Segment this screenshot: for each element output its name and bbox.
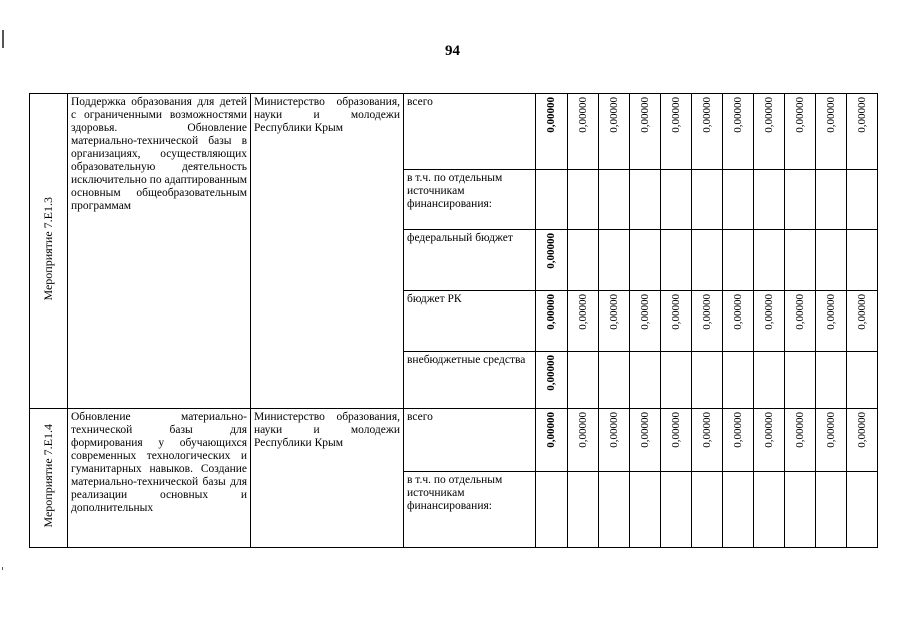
executor-cell: Министерство образования, науки и молодежи Республики Крым (251, 94, 404, 409)
amount-year-cell (723, 352, 754, 409)
activity-label-cell (30, 409, 68, 548)
funding-source-cell: бюджет РК (404, 291, 536, 352)
amount-year-cell (723, 409, 754, 472)
amount-year-cell (692, 291, 723, 352)
amount-year-cell (847, 230, 878, 291)
margin-mark-bottom (2, 567, 3, 570)
amount-value: 0,00000 (731, 97, 744, 133)
amount-year-cell (816, 291, 847, 352)
amount-value: 0,00000 (762, 412, 775, 448)
page-number: 94 (445, 43, 460, 59)
amount-total-cell (536, 230, 568, 291)
amount-year-cell (661, 472, 692, 548)
amount-year-cell (785, 230, 816, 291)
amount-year-cell (785, 409, 816, 472)
activity-label: Мероприятие 7.Е1.4 (41, 424, 55, 528)
amount-year-cell (599, 170, 630, 230)
funding-source-cell: в т.ч. по отдельным источникам финансирования: (404, 170, 536, 230)
amount-year-cell (568, 94, 599, 170)
amount-year-cell (692, 94, 723, 170)
amount-year-cell (568, 409, 599, 472)
amount-year-cell (785, 170, 816, 230)
funding-source-cell: всего (404, 94, 536, 170)
amount-total-cell (536, 472, 568, 548)
amount-year-cell (816, 170, 847, 230)
amount-year-cell (599, 94, 630, 170)
activity-label: Мероприятие 7.Е1.3 (41, 197, 55, 301)
amount-year-cell (630, 472, 661, 548)
activity-description: Обновление материально-технической базы для формирования у обучающихся современных технологических и гуманитарных навыков. Создание материально-технической базы для реализации основных и дополнительных (68, 409, 251, 548)
amount-value: 0,00000 (638, 294, 651, 330)
amount-year-cell (599, 352, 630, 409)
amount-year-cell (661, 352, 692, 409)
amount-year-cell (661, 230, 692, 291)
amount-year-cell (599, 230, 630, 291)
amount-year-cell (568, 472, 599, 548)
amount-year-cell (754, 352, 785, 409)
amount-year-cell (754, 230, 785, 291)
amount-value: 0,00000 (669, 294, 682, 330)
amount-total-cell (536, 291, 568, 352)
amount-value: 0,00000 (545, 412, 557, 448)
table-row (30, 94, 878, 170)
amount-year-cell (630, 170, 661, 230)
amount-year-cell (568, 230, 599, 291)
table-row (30, 409, 878, 472)
amount-year-cell (723, 230, 754, 291)
amount-year-cell (847, 170, 878, 230)
amount-year-cell (754, 291, 785, 352)
amount-year-cell (568, 291, 599, 352)
amount-value: 0,00000 (824, 97, 837, 133)
amount-value: 0,00000 (607, 412, 620, 448)
amount-year-cell (630, 291, 661, 352)
amount-year-cell (692, 352, 723, 409)
amount-year-cell (723, 170, 754, 230)
budget-table-body (30, 94, 878, 548)
amount-year-cell (816, 352, 847, 409)
amount-total-cell (536, 170, 568, 230)
amount-value: 0,00000 (731, 412, 744, 448)
amount-year-cell (630, 230, 661, 291)
amount-year-cell (847, 94, 878, 170)
amount-value: 0,00000 (669, 412, 682, 448)
amount-value: 0,00000 (638, 97, 651, 133)
amount-year-cell (847, 472, 878, 548)
amount-value: 0,00000 (855, 412, 868, 448)
amount-value: 0,00000 (793, 294, 806, 330)
amount-value: 0,00000 (762, 97, 775, 133)
amount-value: 0,00000 (576, 97, 589, 133)
amount-year-cell (754, 409, 785, 472)
amount-year-cell (692, 170, 723, 230)
amount-year-cell (723, 291, 754, 352)
amount-year-cell (568, 170, 599, 230)
funding-source-cell: всего (404, 409, 536, 472)
amount-year-cell (692, 472, 723, 548)
amount-year-cell (692, 409, 723, 472)
amount-year-cell (754, 472, 785, 548)
amount-year-cell (785, 472, 816, 548)
amount-year-cell (692, 230, 723, 291)
amount-year-cell (847, 352, 878, 409)
amount-year-cell (630, 409, 661, 472)
amount-year-cell (816, 94, 847, 170)
amount-value: 0,00000 (824, 294, 837, 330)
amount-value: 0,00000 (700, 97, 713, 133)
amount-year-cell (723, 472, 754, 548)
amount-value: 0,00000 (607, 97, 620, 133)
amount-value: 0,00000 (607, 294, 620, 330)
funding-source-cell: в т.ч. по отдельным источникам финансирования: (404, 472, 536, 548)
amount-year-cell (847, 291, 878, 352)
amount-value: 0,00000 (700, 294, 713, 330)
amount-year-cell (785, 352, 816, 409)
amount-year-cell (816, 472, 847, 548)
amount-year-cell (661, 94, 692, 170)
amount-value: 0,00000 (638, 412, 651, 448)
activity-description: Поддержка образования для детей с ограниченными возможностями здоровья. Обновление материально-технической базы в организациях, осуществляющих образовательную деятельность исключительно по адаптированным основным общеобразовательным программам (68, 94, 251, 409)
amount-total-cell (536, 94, 568, 170)
amount-year-cell (816, 409, 847, 472)
amount-year-cell (630, 352, 661, 409)
amount-year-cell (785, 291, 816, 352)
amount-value: 0,00000 (855, 97, 868, 133)
funding-source-cell: внебюджетные средства (404, 352, 536, 409)
amount-value: 0,00000 (545, 233, 557, 269)
activity-label-cell (30, 94, 68, 409)
amount-year-cell (847, 409, 878, 472)
amount-value: 0,00000 (762, 294, 775, 330)
funding-source-cell: федеральный бюджет (404, 230, 536, 291)
amount-year-cell (723, 94, 754, 170)
amount-year-cell (661, 291, 692, 352)
amount-value: 0,00000 (545, 97, 557, 133)
amount-year-cell (754, 170, 785, 230)
executor-cell: Министерство образования, науки и молодежи Республики Крым (251, 409, 404, 548)
amount-year-cell (599, 472, 630, 548)
amount-year-cell (661, 170, 692, 230)
amount-value: 0,00000 (576, 412, 589, 448)
amount-year-cell (785, 94, 816, 170)
amount-value: 0,00000 (545, 294, 557, 330)
amount-value: 0,00000 (855, 294, 868, 330)
amount-year-cell (568, 352, 599, 409)
amount-value: 0,00000 (669, 97, 682, 133)
amount-total-cell (536, 352, 568, 409)
amount-value: 0,00000 (793, 412, 806, 448)
amount-value: 0,00000 (545, 355, 557, 391)
amount-year-cell (754, 94, 785, 170)
amount-year-cell (630, 94, 661, 170)
amount-value: 0,00000 (576, 294, 589, 330)
budget-table (29, 93, 878, 548)
amount-value: 0,00000 (824, 412, 837, 448)
amount-year-cell (599, 409, 630, 472)
amount-total-cell (536, 409, 568, 472)
amount-value: 0,00000 (793, 97, 806, 133)
amount-year-cell (661, 409, 692, 472)
amount-value: 0,00000 (700, 412, 713, 448)
amount-value: 0,00000 (731, 294, 744, 330)
amount-year-cell (599, 291, 630, 352)
amount-year-cell (816, 230, 847, 291)
